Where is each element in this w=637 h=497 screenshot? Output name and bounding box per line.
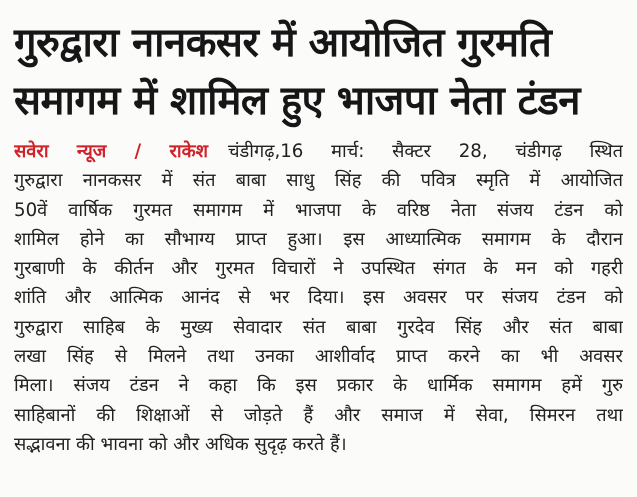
byline: सवेरा न्यूज / राकेश bbox=[14, 141, 208, 162]
body-line-1 bbox=[14, 137, 623, 166]
body-line-2: गुरुद्वारा नानकसर में संत बाबा साधु सिंह की पवित्र स्मृति में आयोजित bbox=[14, 170, 623, 192]
body-line-4: शामिल होने का सौभाग्य प्राप्त हुआ। इस आध्यात्मिक समागम के दौरान bbox=[14, 228, 623, 250]
body-line-8: लखा सिंह से मिलने तथा उनका आशीर्वाद प्राप्त करने का भी अवसर bbox=[14, 346, 623, 368]
body-line-10: साहिबानों की शिक्षाओं से जोड़ते हैं और समाज में सेवा, सिमरन तथा bbox=[14, 404, 623, 426]
body-line-7: गुरुद्वारा साहिब के मुख्य सेवादार संत बाबा गुरदेव सिंह और संत बाबा bbox=[14, 316, 623, 338]
headline-line-2: समागम में शामिल हुए भाजपा नेता टंडन bbox=[14, 78, 580, 124]
article-body bbox=[14, 137, 623, 459]
body-line-6: शांति और आत्मिक आनंद से भर दिया। इस अवसर पर संजय टंडन को bbox=[14, 287, 623, 309]
body-line-5: गुरबाणी के कीर्तन और गुरमत विचारों ने उपस्थित संगत के मन को गहरी bbox=[14, 258, 623, 280]
article-headline bbox=[14, 14, 627, 130]
headline-line-1: गुरुद्वारा नानकसर में आयोजित गुरमति bbox=[14, 20, 552, 66]
body-line-9: मिला। संजय टंडन ने कहा कि इस प्रकार के धार्मिक समागम हमें गुरु bbox=[14, 375, 623, 397]
dateline: चंडीगढ़,16 मार्च: सैक्टर 28, चंडीगढ़ स्थित bbox=[227, 141, 623, 162]
body-line-11: सद्भावना की भावना को और अधिक सुदृढ़ करते हैं। bbox=[14, 433, 347, 455]
body-line-3: 50वें वार्षिक गुरमत समागम में भाजपा के वरिष्ठ नेता संजय टंडन को bbox=[14, 199, 623, 221]
